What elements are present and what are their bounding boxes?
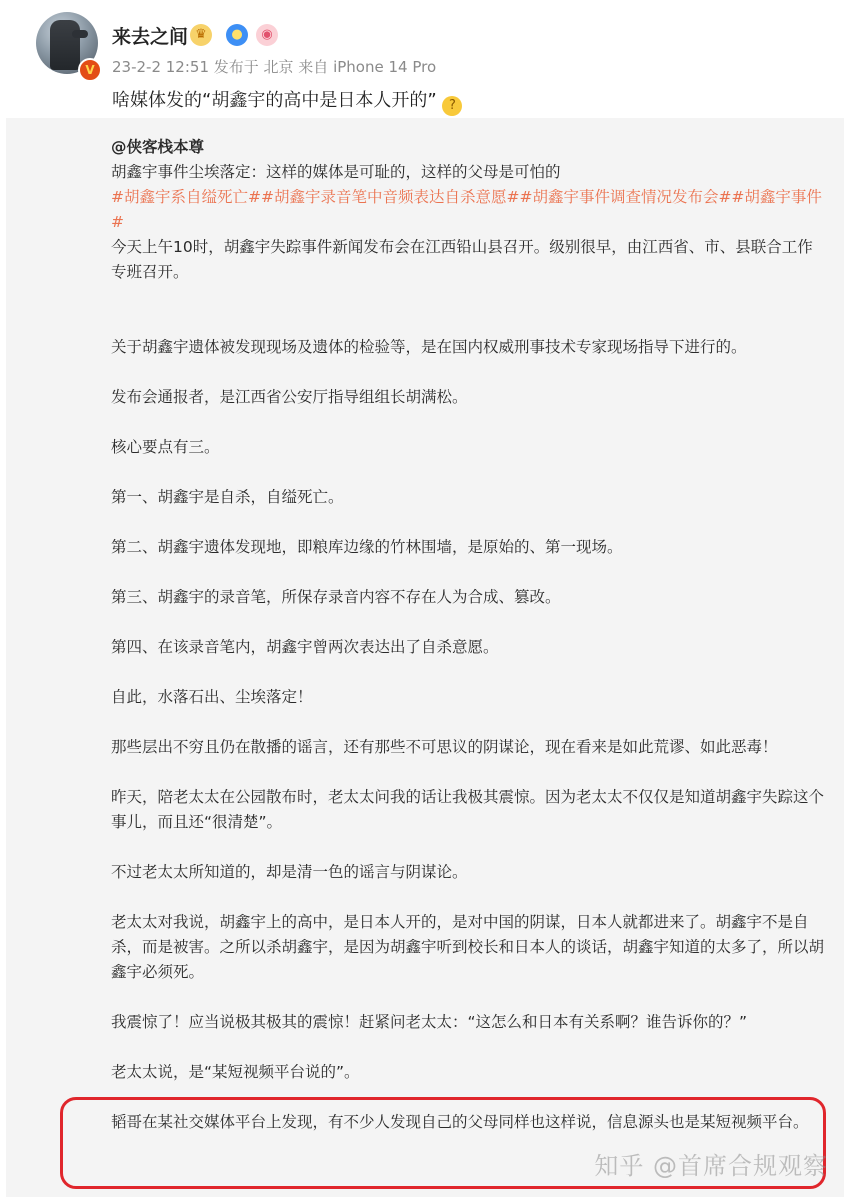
thinking-face-emoji-icon: ? [442, 96, 462, 116]
post-header [0, 0, 850, 118]
paragraph: 昨天，陪老太太在公园散布时，老太太问我的话让我极其震惊。因为老太太不仅仅是知道胡鑫宇失踪这个事儿，而且还“很清楚”。 [111, 788, 825, 831]
highlighted-paragraph: 老太太说，是“某短视频平台说的”。 [111, 1063, 360, 1081]
planet-icon: ● [226, 24, 248, 46]
paragraph: 第一、胡鑫宇是自杀，自缢死亡。 [111, 488, 344, 506]
watermark: 知乎 @首席合规观察 [594, 1152, 828, 1180]
paragraph: 自此，水落石出、尘埃落定！ [111, 688, 313, 706]
paragraph: 今天上午10时，胡鑫宇失踪事件新闻发布会在江西铅山县召开。级别很早，由江西省、市、县联合工作专班召开。 [111, 238, 813, 281]
paragraph: 我震惊了！应当说极其极其的震惊！赶紧问老太太：“这怎么和日本有关系啊？谁告诉你的？” [111, 1013, 748, 1031]
statue-image [50, 20, 80, 70]
paragraph: 发布会通报者，是江西省公安厅指导组组长胡满松。 [111, 388, 468, 406]
paragraph: 那些层出不穷且仍在散播的谣言，还有那些不可思议的阴谋论，现在看来是如此荒谬、如此恶毒！ [111, 738, 778, 756]
highlighted-paragraph: 韬哥在某社交媒体平台上发现，有不少人发现自己的父母同样也这样说，信息源头也是某短视频平台。 [111, 1113, 809, 1131]
paragraph: 第二、胡鑫宇遗体发现地，即粮库边缘的竹林围墙，是原始的、第一现场。 [111, 538, 623, 556]
hashtag-links[interactable]: #胡鑫宇系自缢死亡##胡鑫宇录音笔中音频表达自杀意愿##胡鑫宇事件调查情况发布会##胡鑫宇事件# [111, 188, 822, 231]
crown-icon: ♛ [190, 24, 212, 46]
pig-icon: ◉ [256, 24, 278, 46]
paragraph: 关于胡鑫宇遗体被发现现场及遗体的检验等，是在国内权威刑事技术专家现场指导下进行的。 [111, 338, 747, 356]
verified-badge-icon: V [78, 58, 102, 82]
repost-lead: 胡鑫宇事件尘埃落定：这样的媒体是可耻的，这样的父母是可怕的 [111, 163, 561, 181]
username[interactable]: 来去之间 [112, 26, 189, 48]
repost-author[interactable]: @侠客栈本尊 [111, 138, 205, 156]
paragraph: 老太太对我说，胡鑫宇上的高中，是日本人开的，是对中国的阴谋，日本人就都进来了。胡鑫宇不是自杀，而是被害。之所以杀胡鑫宇，是因为胡鑫宇听到校长和日本人的谈话，胡鑫宇知道的太多了，所以胡鑫宇必须死。 [111, 913, 825, 981]
paragraph: 核心要点有三。 [111, 438, 220, 456]
post-meta: 23-2-2 12:51 发布于 北京 来自 iPhone 14 Pro [112, 58, 437, 76]
repost-content [111, 135, 826, 1135]
post-title-text: 啥媒体发的“胡鑫宇的高中是日本人开的” [112, 90, 437, 111]
statue-arm [72, 30, 88, 38]
post-title [112, 86, 462, 116]
paragraph: 第三、胡鑫宇的录音笔，所保存录音内容不存在人为合成、篡改。 [111, 588, 561, 606]
user-badges [190, 24, 278, 46]
paragraph: 第四、在该录音笔内，胡鑫宇曾两次表达出了自杀意愿。 [111, 638, 499, 656]
paragraph: 不过老太太所知道的，却是清一色的谣言与阴谋论。 [111, 863, 468, 881]
